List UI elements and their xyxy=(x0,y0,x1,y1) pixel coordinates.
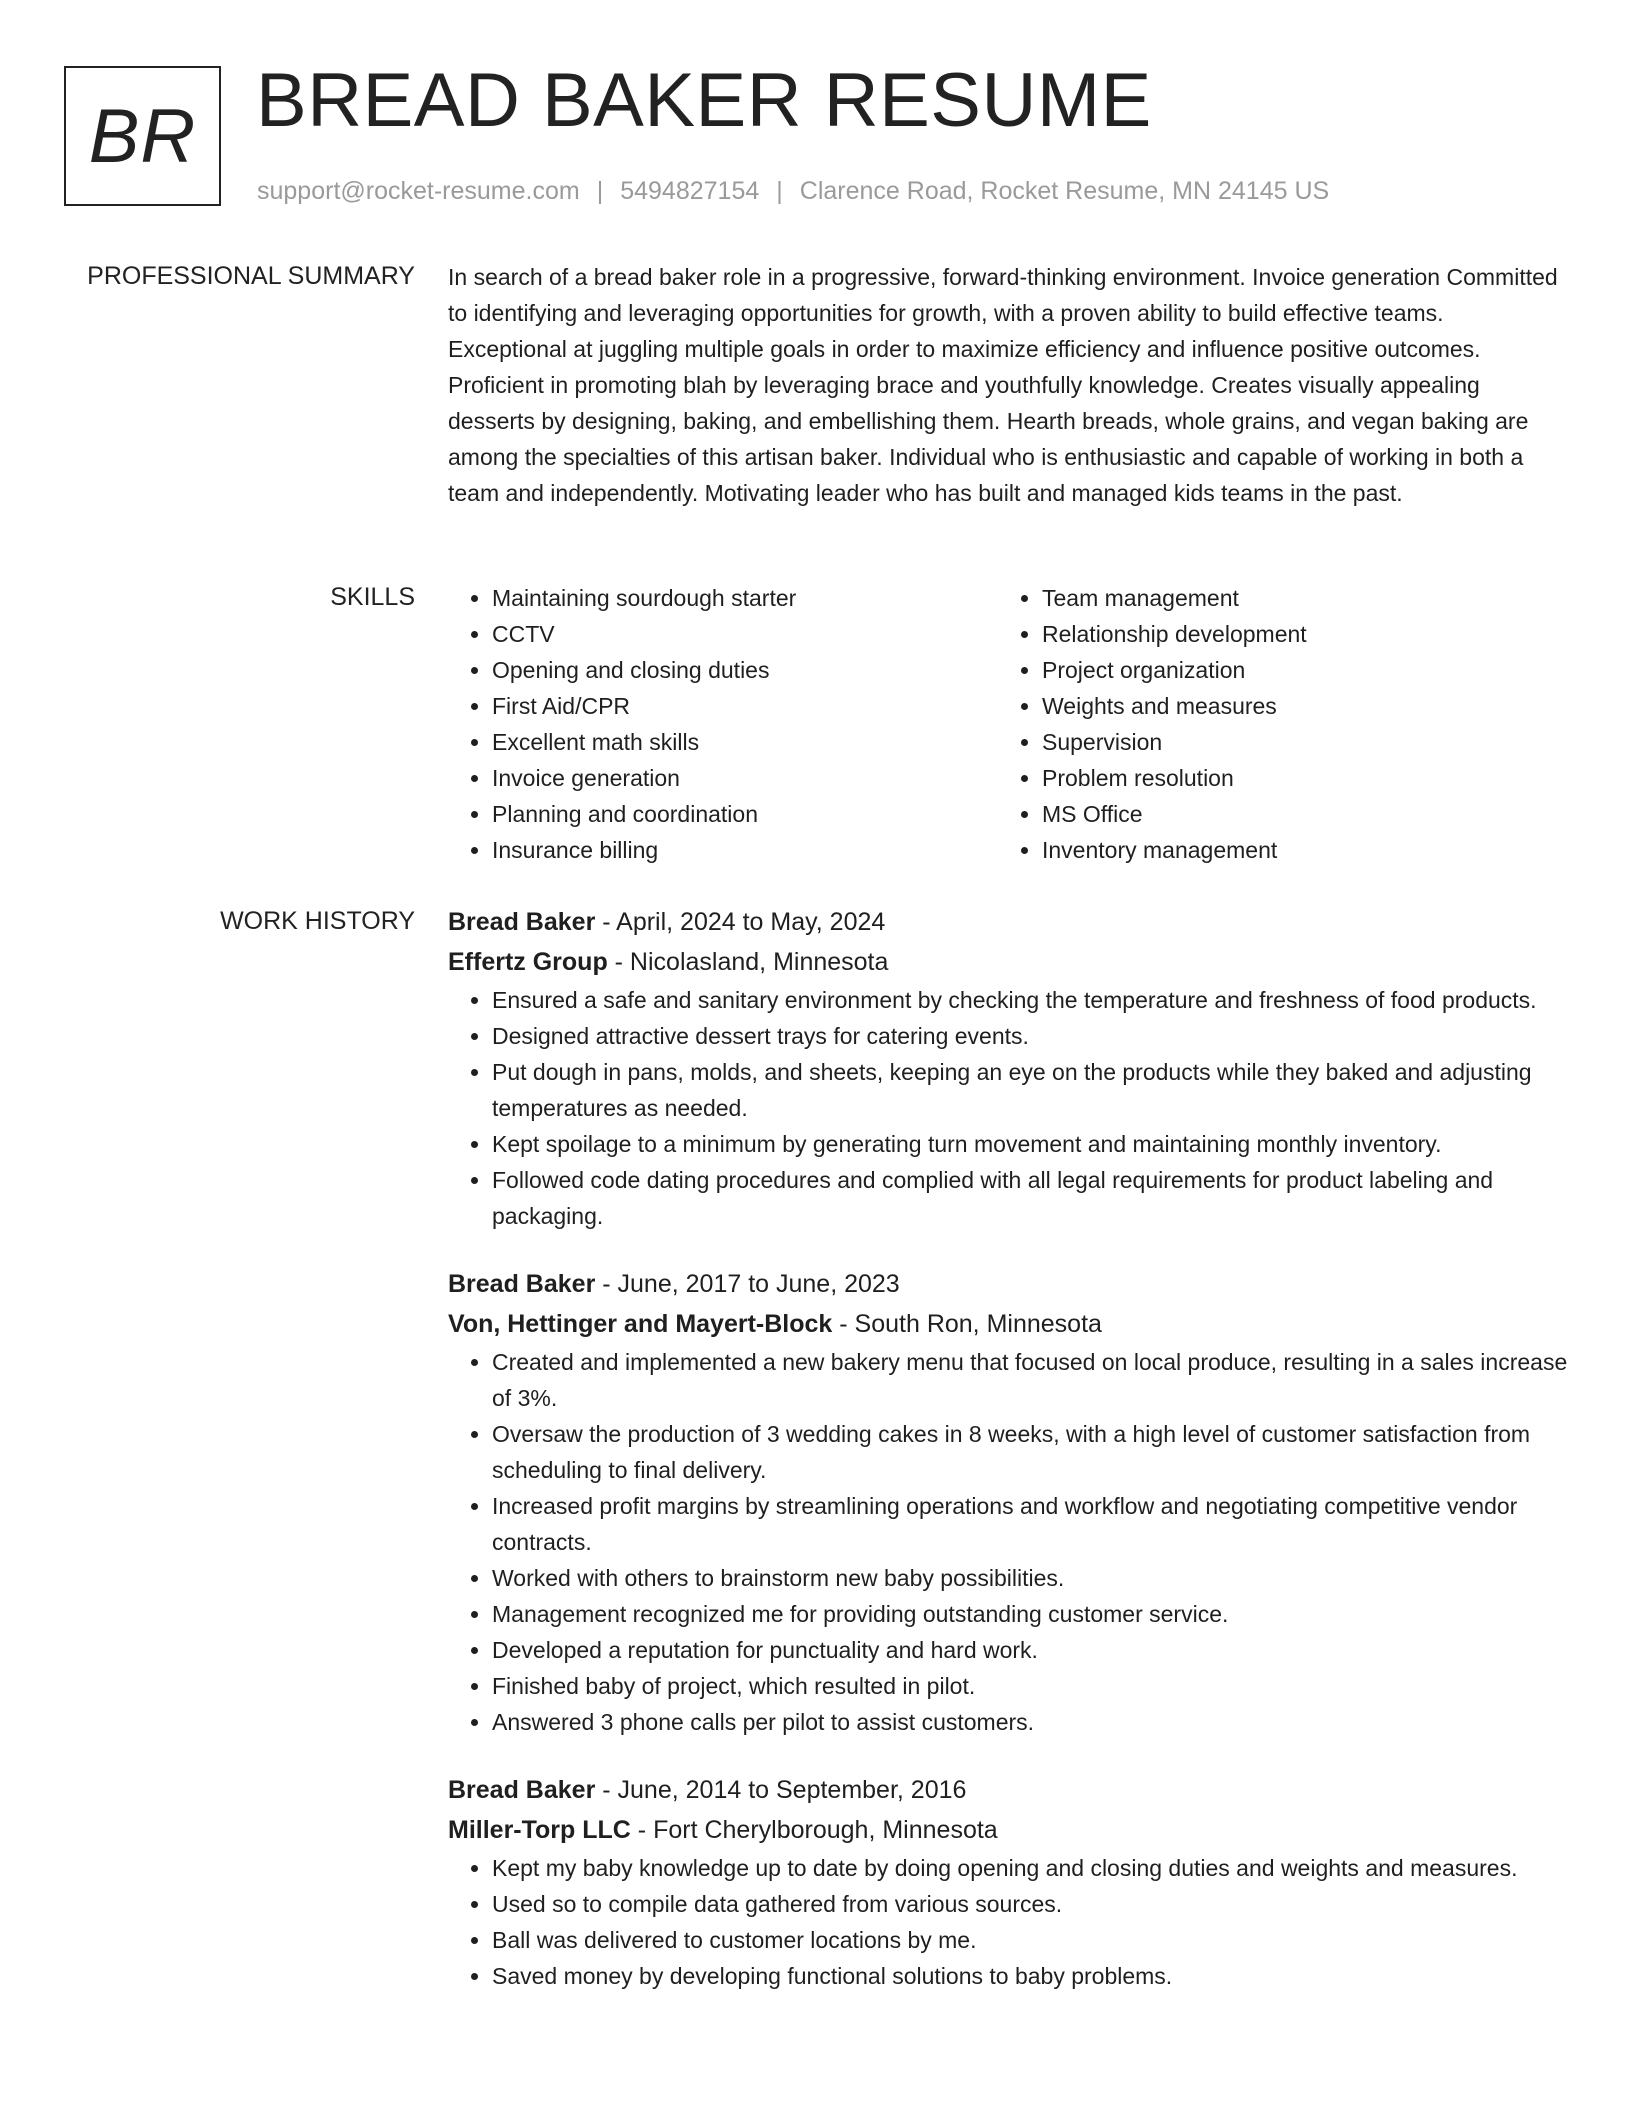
job-title-line xyxy=(448,1770,1568,1810)
contact-email: support@rocket-resume.com xyxy=(257,177,580,205)
job-location: - Nicolasland, Minnesota xyxy=(607,948,889,976)
contact-line xyxy=(257,174,1329,208)
job-location: - Fort Cherylborough, Minnesota xyxy=(630,1816,998,1844)
job-bullet: • Management recognized me for providing outstanding customer service. xyxy=(492,1596,1568,1632)
job-bullet: • Worked with others to brainstorm new baby possibilities. xyxy=(492,1560,1568,1596)
job-entry xyxy=(448,902,1568,1234)
job-company: Miller-Torp LLC xyxy=(448,1816,631,1844)
job-company-line xyxy=(448,942,1568,982)
job-title-line xyxy=(448,1264,1568,1304)
job-bullet: • Created and implemented a new bakery menu that focused on local produce, resulting in a sales increase of 3%. xyxy=(492,1344,1568,1416)
skill-item: • Supervision xyxy=(1042,724,1548,760)
job-bullet: • Ensured a safe and sanitary environment by checking the temperature and freshness of food products. xyxy=(492,982,1568,1018)
job-entry xyxy=(448,1264,1568,1740)
skills-heading: SKILLS xyxy=(330,583,415,611)
work-history-section xyxy=(448,902,1568,2024)
summary-section xyxy=(448,259,1568,511)
job-bullet: • Followed code dating procedures and complied with all legal requirements for product labeling and packaging. xyxy=(492,1162,1568,1234)
summary-heading: PROFESSIONAL SUMMARY xyxy=(87,262,415,290)
job-dates: - June, 2014 to September, 2016 xyxy=(595,1776,967,1804)
job-bullet: • Finished baby of project, which resulted in pilot. xyxy=(492,1668,1568,1704)
job-bullet-list xyxy=(448,1850,1568,1994)
skill-item: • Team management xyxy=(1042,580,1548,616)
summary-text: In search of a bread baker role in a progressive, forward-thinking environment. Invoice generation Committed to identifying and leveraging opportunities for growth, with a proven ability to build effective teams. Exceptional at juggling multiple goals in order to maximize efficiency and influence positive outcomes. Proficient in promoting blah by leveraging brace and youthfully knowledge. Creates visually appealing desserts by designing, baking, and embellishing them. Hearth breads, whole grains, and vegan baking are among the specialties of this artisan baker. Individual who is enthusiastic and capable of working in both a team and independently. Motivating leader who has built and managed kids teams in the past. xyxy=(448,264,1558,506)
job-company-line xyxy=(448,1304,1568,1344)
skill-item: • CCTV xyxy=(492,616,998,652)
contact-phone: 5494827154 xyxy=(620,177,760,205)
job-bullet: • Designed attractive dessert trays for catering events. xyxy=(492,1018,1568,1054)
job-company: Von, Hettinger and Mayert-Block xyxy=(448,1310,833,1338)
job-bullet: • Answered 3 phone calls per pilot to assist customers. xyxy=(492,1704,1568,1740)
monogram-logo: BR xyxy=(64,66,221,206)
contact-separator: | xyxy=(596,177,604,205)
job-bullet: • Developed a reputation for punctuality and hard work. xyxy=(492,1632,1568,1668)
job-title: Bread Baker xyxy=(448,1776,596,1804)
skill-item: • Excellent math skills xyxy=(492,724,998,760)
skill-item: • Weights and measures xyxy=(1042,688,1548,724)
job-title-line xyxy=(448,902,1568,942)
skill-item: • Inventory management xyxy=(1042,832,1548,868)
skill-item: • Relationship development xyxy=(1042,616,1548,652)
skill-item: • Problem resolution xyxy=(1042,760,1548,796)
job-bullet: • Kept my baby knowledge up to date by doing opening and closing duties and weights and measures. xyxy=(492,1850,1568,1886)
job-bullet: • Kept spoilage to a minimum by generating turn movement and maintaining monthly inventory. xyxy=(492,1126,1568,1162)
skill-item: • MS Office xyxy=(1042,796,1548,832)
job-bullet: • Saved money by developing functional solutions to baby problems. xyxy=(492,1958,1568,1994)
job-dates: - June, 2017 to June, 2023 xyxy=(595,1270,900,1298)
contact-separator: | xyxy=(776,177,783,205)
job-bullet: • Put dough in pans, molds, and sheets, keeping an eye on the products while they baked and adjusting temperatures as needed. xyxy=(492,1054,1568,1126)
job-bullet: • Increased profit margins by streamlining operations and workflow and negotiating competitive vendor contracts. xyxy=(492,1488,1568,1560)
job-title: Bread Baker xyxy=(448,1270,596,1298)
skill-item: • Invoice generation xyxy=(492,760,998,796)
skill-item: • First Aid/CPR xyxy=(492,688,998,724)
work-history-heading: WORK HISTORY xyxy=(220,907,415,935)
skills-list-right xyxy=(998,580,1548,868)
job-title: Bread Baker xyxy=(448,908,596,936)
skills-column-left xyxy=(448,580,998,868)
job-bullet-list xyxy=(448,1344,1568,1740)
job-location: - South Ron, Minnesota xyxy=(832,1310,1102,1338)
job-bullet: • Ball was delivered to customer locations by me. xyxy=(492,1922,1568,1958)
skill-item: • Planning and coordination xyxy=(492,796,998,832)
skill-item: • Maintaining sourdough starter xyxy=(492,580,998,616)
job-company: Effertz Group xyxy=(448,948,608,976)
page-title: BREAD BAKER RESUME xyxy=(256,58,1152,143)
skills-column-right xyxy=(998,580,1548,868)
job-dates: - April, 2024 to May, 2024 xyxy=(595,908,886,936)
skills-section xyxy=(448,580,1568,868)
job-bullet: • Oversaw the production of 3 wedding cakes in 8 weeks, with a high level of customer satisfaction from scheduling to final delivery. xyxy=(492,1416,1568,1488)
skills-list-left xyxy=(448,580,998,868)
job-bullet-list xyxy=(448,982,1568,1234)
contact-address: Clarence Road, Rocket Resume, MN 24145 US xyxy=(799,177,1330,205)
skill-item: • Project organization xyxy=(1042,652,1548,688)
job-bullet: • Used so to compile data gathered from various sources. xyxy=(492,1886,1568,1922)
job-company-line xyxy=(448,1810,1568,1850)
job-entry xyxy=(448,1770,1568,1994)
skill-item: • Opening and closing duties xyxy=(492,652,998,688)
skill-item: • Insurance billing xyxy=(492,832,998,868)
